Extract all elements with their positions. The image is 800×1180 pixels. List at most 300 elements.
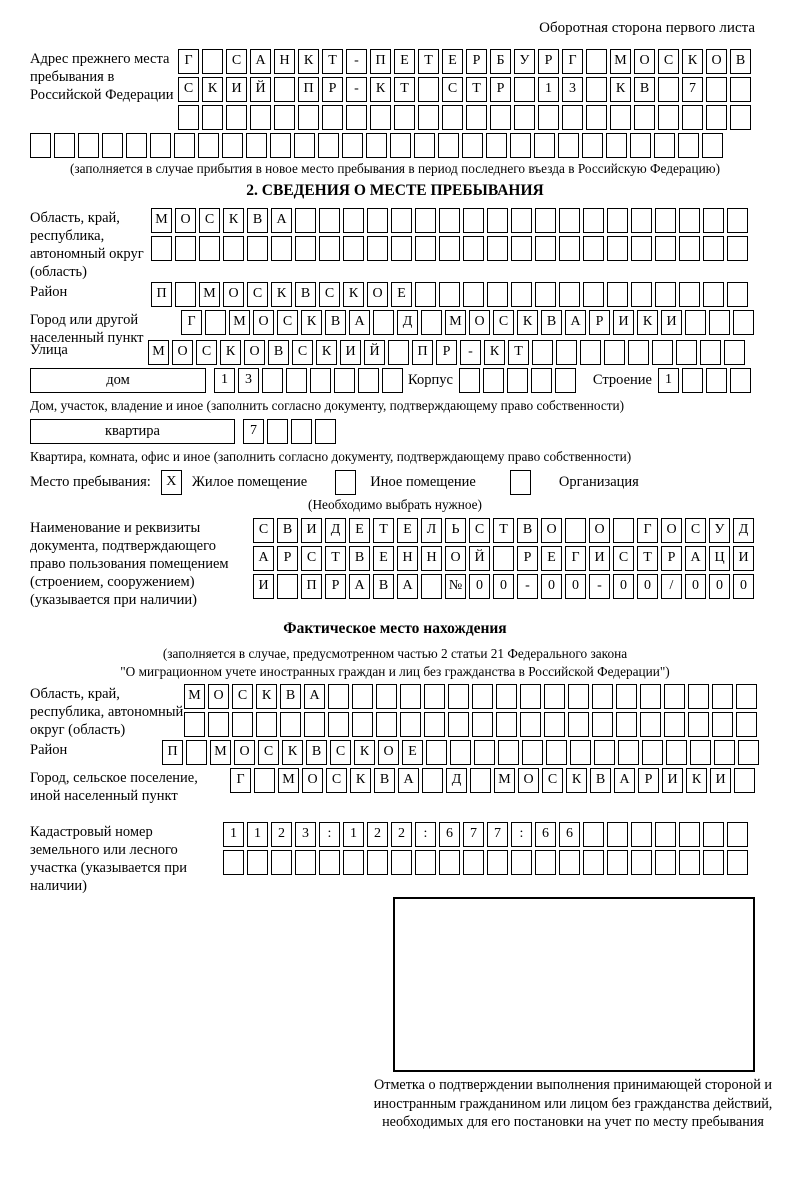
char-cell[interactable]: Т [325,546,346,571]
char-cell[interactable] [652,340,673,365]
char-cell[interactable] [511,850,532,875]
char-cell[interactable]: О [445,546,466,571]
char-cell[interactable] [388,340,409,365]
char-cell[interactable] [343,208,364,233]
char-cell[interactable]: 2 [391,822,412,847]
char-cell[interactable]: В [373,574,394,599]
char-cell[interactable] [658,77,679,102]
char-cell[interactable]: В [325,310,346,335]
char-cell[interactable] [630,133,651,158]
char-cell[interactable] [496,684,517,709]
char-cell[interactable]: С [226,49,247,74]
char-cell[interactable] [295,850,316,875]
char-cell[interactable] [226,105,247,130]
char-cell[interactable] [294,133,315,158]
char-cell[interactable] [658,105,679,130]
char-cell[interactable] [342,133,363,158]
char-cell[interactable] [690,740,711,765]
char-cell[interactable]: : [511,822,532,847]
char-cell[interactable] [202,49,223,74]
char-cell[interactable] [232,712,253,737]
char-cell[interactable] [178,105,199,130]
char-cell[interactable] [390,133,411,158]
char-cell[interactable] [382,368,403,393]
char-cell[interactable] [439,282,460,307]
char-cell[interactable]: С [178,77,199,102]
char-cell[interactable] [655,208,676,233]
char-cell[interactable] [483,368,504,393]
char-cell[interactable] [570,740,591,765]
char-cell[interactable] [470,768,491,793]
char-cell[interactable] [565,518,586,543]
char-cell[interactable] [583,282,604,307]
char-cell[interactable]: У [514,49,535,74]
char-cell[interactable]: 1 [247,822,268,847]
char-cell[interactable]: С [658,49,679,74]
char-cell[interactable] [631,208,652,233]
char-cell[interactable] [426,740,447,765]
char-cell[interactable] [30,133,51,158]
char-cell[interactable] [274,77,295,102]
char-cell[interactable] [376,684,397,709]
char-cell[interactable]: : [415,822,436,847]
char-cell[interactable] [616,684,637,709]
char-cell[interactable]: К [343,282,364,307]
char-cell[interactable]: - [517,574,538,599]
char-cell[interactable]: М [151,208,172,233]
char-cell[interactable]: 0 [469,574,490,599]
char-cell[interactable] [319,850,340,875]
char-cell[interactable] [391,208,412,233]
char-cell[interactable]: Б [490,49,511,74]
char-cell[interactable] [450,740,471,765]
char-cell[interactable]: И [662,768,683,793]
char-cell[interactable] [730,368,751,393]
char-cell[interactable]: 2 [271,822,292,847]
char-cell[interactable] [730,105,751,130]
char-cell[interactable] [202,105,223,130]
char-cell[interactable]: 0 [733,574,754,599]
char-cell[interactable]: С [613,546,634,571]
char-cell[interactable] [520,684,541,709]
char-cell[interactable]: 0 [637,574,658,599]
char-cell[interactable]: Г [637,518,658,543]
char-cell[interactable]: О [244,340,265,365]
char-cell[interactable]: Р [325,574,346,599]
char-cell[interactable]: О [469,310,490,335]
char-cell[interactable]: О [378,740,399,765]
char-cell[interactable] [256,712,277,737]
char-cell[interactable]: И [253,574,274,599]
char-cell[interactable] [370,105,391,130]
char-cell[interactable]: Р [638,768,659,793]
char-cell[interactable] [664,712,685,737]
char-cell[interactable]: - [460,340,481,365]
char-cell[interactable] [448,712,469,737]
char-cell[interactable]: М [148,340,169,365]
char-cell[interactable]: И [710,768,731,793]
char-cell[interactable] [291,419,312,444]
char-cell[interactable]: Е [391,282,412,307]
organization-checkbox[interactable] [510,470,531,495]
char-cell[interactable]: Р [589,310,610,335]
char-cell[interactable]: 1 [214,368,235,393]
char-cell[interactable]: О [208,684,229,709]
char-cell[interactable]: Г [181,310,202,335]
char-cell[interactable] [286,368,307,393]
char-cell[interactable] [655,282,676,307]
char-cell[interactable]: С [258,740,279,765]
char-cell[interactable]: 6 [535,822,556,847]
char-cell[interactable] [328,684,349,709]
char-cell[interactable] [474,740,495,765]
char-cell[interactable]: С [292,340,313,365]
char-cell[interactable]: К [350,768,371,793]
char-cell[interactable]: К [298,49,319,74]
char-cell[interactable]: К [202,77,223,102]
char-cell[interactable] [682,105,703,130]
char-cell[interactable] [493,546,514,571]
char-cell[interactable] [439,236,460,261]
char-cell[interactable]: Н [421,546,442,571]
char-cell[interactable] [199,236,220,261]
char-cell[interactable]: А [349,574,370,599]
char-cell[interactable]: М [210,740,231,765]
char-cell[interactable]: С [253,518,274,543]
char-cell[interactable]: Е [442,49,463,74]
char-cell[interactable]: И [733,546,754,571]
char-cell[interactable]: К [682,49,703,74]
residential-checkbox[interactable]: X [161,470,182,495]
char-cell[interactable]: Т [418,49,439,74]
char-cell[interactable] [315,419,336,444]
char-cell[interactable] [319,208,340,233]
char-cell[interactable] [271,236,292,261]
char-cell[interactable] [558,133,579,158]
char-cell[interactable]: В [268,340,289,365]
char-cell[interactable] [640,712,661,737]
char-cell[interactable]: № [445,574,466,599]
char-cell[interactable] [562,105,583,130]
char-cell[interactable] [607,208,628,233]
char-cell[interactable] [175,236,196,261]
char-cell[interactable] [126,133,147,158]
char-cell[interactable] [727,236,748,261]
char-cell[interactable] [655,850,676,875]
char-cell[interactable]: Г [178,49,199,74]
char-cell[interactable] [559,850,580,875]
char-cell[interactable] [520,712,541,737]
char-cell[interactable] [736,684,757,709]
char-cell[interactable]: О [706,49,727,74]
char-cell[interactable]: Н [274,49,295,74]
char-cell[interactable]: О [253,310,274,335]
char-cell[interactable]: С [301,546,322,571]
char-cell[interactable]: 7 [682,77,703,102]
char-cell[interactable]: Е [394,49,415,74]
char-cell[interactable]: Т [508,340,529,365]
char-cell[interactable]: П [412,340,433,365]
char-cell[interactable]: К [686,768,707,793]
char-cell[interactable]: К [610,77,631,102]
char-cell[interactable]: А [565,310,586,335]
char-cell[interactable] [522,740,543,765]
char-cell[interactable] [556,340,577,365]
char-cell[interactable]: Р [538,49,559,74]
char-cell[interactable] [582,133,603,158]
char-cell[interactable] [685,310,706,335]
char-cell[interactable] [442,105,463,130]
char-cell[interactable]: К [271,282,292,307]
char-cell[interactable]: М [199,282,220,307]
char-cell[interactable] [334,368,355,393]
char-cell[interactable]: В [295,282,316,307]
char-cell[interactable]: Г [565,546,586,571]
char-cell[interactable]: В [280,684,301,709]
char-cell[interactable]: И [661,310,682,335]
char-cell[interactable]: 0 [613,574,634,599]
char-cell[interactable] [583,208,604,233]
char-cell[interactable] [706,105,727,130]
char-cell[interactable]: Н [397,546,418,571]
char-cell[interactable] [703,822,724,847]
char-cell[interactable]: Р [322,77,343,102]
char-cell[interactable] [418,77,439,102]
char-cell[interactable] [247,236,268,261]
char-cell[interactable]: 0 [565,574,586,599]
char-cell[interactable]: О [302,768,323,793]
char-cell[interactable] [586,105,607,130]
char-cell[interactable] [277,574,298,599]
char-cell[interactable] [688,684,709,709]
char-cell[interactable] [706,77,727,102]
char-cell[interactable]: Л [421,518,442,543]
char-cell[interactable] [246,133,267,158]
char-cell[interactable]: Д [733,518,754,543]
char-cell[interactable] [463,208,484,233]
char-cell[interactable]: С [326,768,347,793]
char-cell[interactable]: М [494,768,515,793]
char-cell[interactable] [472,712,493,737]
char-cell[interactable]: К [517,310,538,335]
char-cell[interactable]: А [250,49,271,74]
char-cell[interactable]: С [319,282,340,307]
char-cell[interactable] [535,850,556,875]
char-cell[interactable] [254,768,275,793]
char-cell[interactable] [607,282,628,307]
char-cell[interactable] [223,850,244,875]
char-cell[interactable]: 1 [658,368,679,393]
char-cell[interactable] [679,208,700,233]
char-cell[interactable]: О [234,740,255,765]
char-cell[interactable] [736,712,757,737]
char-cell[interactable]: К [484,340,505,365]
char-cell[interactable] [679,850,700,875]
char-cell[interactable]: К [370,77,391,102]
char-cell[interactable] [532,340,553,365]
char-cell[interactable] [583,850,604,875]
char-cell[interactable]: К [316,340,337,365]
char-cell[interactable] [102,133,123,158]
char-cell[interactable] [606,133,627,158]
char-cell[interactable]: К [637,310,658,335]
char-cell[interactable] [631,282,652,307]
char-cell[interactable]: С [196,340,217,365]
char-cell[interactable]: Р [490,77,511,102]
char-cell[interactable] [487,282,508,307]
char-cell[interactable] [250,105,271,130]
char-cell[interactable]: Д [325,518,346,543]
char-cell[interactable] [358,368,379,393]
char-cell[interactable]: И [301,518,322,543]
char-cell[interactable] [724,340,745,365]
char-cell[interactable]: И [340,340,361,365]
char-cell[interactable]: И [613,310,634,335]
char-cell[interactable] [448,684,469,709]
char-cell[interactable]: Д [446,768,467,793]
char-cell[interactable] [618,740,639,765]
char-cell[interactable] [507,368,528,393]
char-cell[interactable] [544,684,565,709]
char-cell[interactable] [613,518,634,543]
char-cell[interactable] [295,208,316,233]
char-cell[interactable] [298,105,319,130]
char-cell[interactable]: Ь [445,518,466,543]
char-cell[interactable] [498,740,519,765]
char-cell[interactable]: П [151,282,172,307]
char-cell[interactable] [438,133,459,158]
char-cell[interactable] [727,850,748,875]
char-cell[interactable] [462,133,483,158]
char-cell[interactable] [496,712,517,737]
other-premises-checkbox[interactable] [335,470,356,495]
char-cell[interactable]: Г [562,49,583,74]
char-cell[interactable] [415,282,436,307]
char-cell[interactable]: С [685,518,706,543]
char-cell[interactable] [607,850,628,875]
char-cell[interactable] [546,740,567,765]
char-cell[interactable]: Е [397,518,418,543]
char-cell[interactable] [568,712,589,737]
char-cell[interactable]: Р [466,49,487,74]
char-cell[interactable] [594,740,615,765]
char-cell[interactable] [222,133,243,158]
char-cell[interactable]: С [493,310,514,335]
char-cell[interactable] [415,208,436,233]
char-cell[interactable] [514,77,535,102]
char-cell[interactable] [592,684,613,709]
char-cell[interactable] [373,310,394,335]
char-cell[interactable] [150,133,171,158]
char-cell[interactable] [274,105,295,130]
char-cell[interactable] [343,236,364,261]
char-cell[interactable] [205,310,226,335]
char-cell[interactable]: Д [397,310,418,335]
char-cell[interactable] [679,236,700,261]
char-cell[interactable] [267,419,288,444]
char-cell[interactable]: О [175,208,196,233]
char-cell[interactable] [394,105,415,130]
char-cell[interactable] [186,740,207,765]
char-cell[interactable]: В [590,768,611,793]
char-cell[interactable] [352,712,373,737]
char-cell[interactable] [682,368,703,393]
char-cell[interactable] [544,712,565,737]
char-cell[interactable]: Р [517,546,538,571]
char-cell[interactable] [208,712,229,737]
char-cell[interactable] [676,340,697,365]
char-cell[interactable] [184,712,205,737]
char-cell[interactable]: О [589,518,610,543]
char-cell[interactable] [607,822,628,847]
char-cell[interactable]: А [253,546,274,571]
char-cell[interactable] [610,105,631,130]
char-cell[interactable] [262,368,283,393]
char-cell[interactable] [463,236,484,261]
char-cell[interactable]: Г [230,768,251,793]
char-cell[interactable] [703,282,724,307]
char-cell[interactable]: А [304,684,325,709]
char-cell[interactable]: К [566,768,587,793]
char-cell[interactable] [54,133,75,158]
char-cell[interactable] [714,740,735,765]
char-cell[interactable] [727,282,748,307]
char-cell[interactable] [727,208,748,233]
char-cell[interactable] [511,208,532,233]
char-cell[interactable] [415,850,436,875]
char-cell[interactable]: 7 [463,822,484,847]
char-cell[interactable] [535,282,556,307]
char-cell[interactable]: А [398,768,419,793]
char-cell[interactable]: В [277,518,298,543]
char-cell[interactable]: М [278,768,299,793]
char-cell[interactable] [367,236,388,261]
char-cell[interactable] [322,105,343,130]
char-cell[interactable]: О [172,340,193,365]
char-cell[interactable]: Т [493,518,514,543]
char-cell[interactable] [295,236,316,261]
char-cell[interactable]: С [330,740,351,765]
char-cell[interactable]: С [277,310,298,335]
char-cell[interactable] [310,368,331,393]
char-cell[interactable]: У [709,518,730,543]
char-cell[interactable] [366,133,387,158]
char-cell[interactable]: Р [277,546,298,571]
char-cell[interactable] [586,77,607,102]
char-cell[interactable]: О [367,282,388,307]
char-cell[interactable]: П [301,574,322,599]
char-cell[interactable]: Т [466,77,487,102]
char-cell[interactable] [487,850,508,875]
char-cell[interactable]: В [247,208,268,233]
char-cell[interactable] [700,340,721,365]
char-cell[interactable] [198,133,219,158]
char-cell[interactable]: Т [637,546,658,571]
char-cell[interactable]: - [589,574,610,599]
char-cell[interactable] [586,49,607,74]
char-cell[interactable] [271,850,292,875]
char-cell[interactable] [174,133,195,158]
char-cell[interactable]: М [445,310,466,335]
char-cell[interactable] [628,340,649,365]
char-cell[interactable] [422,768,443,793]
char-cell[interactable]: В [517,518,538,543]
char-cell[interactable] [727,822,748,847]
char-cell[interactable] [487,208,508,233]
char-cell[interactable]: С [232,684,253,709]
char-cell[interactable]: Й [364,340,385,365]
char-cell[interactable]: С [469,518,490,543]
